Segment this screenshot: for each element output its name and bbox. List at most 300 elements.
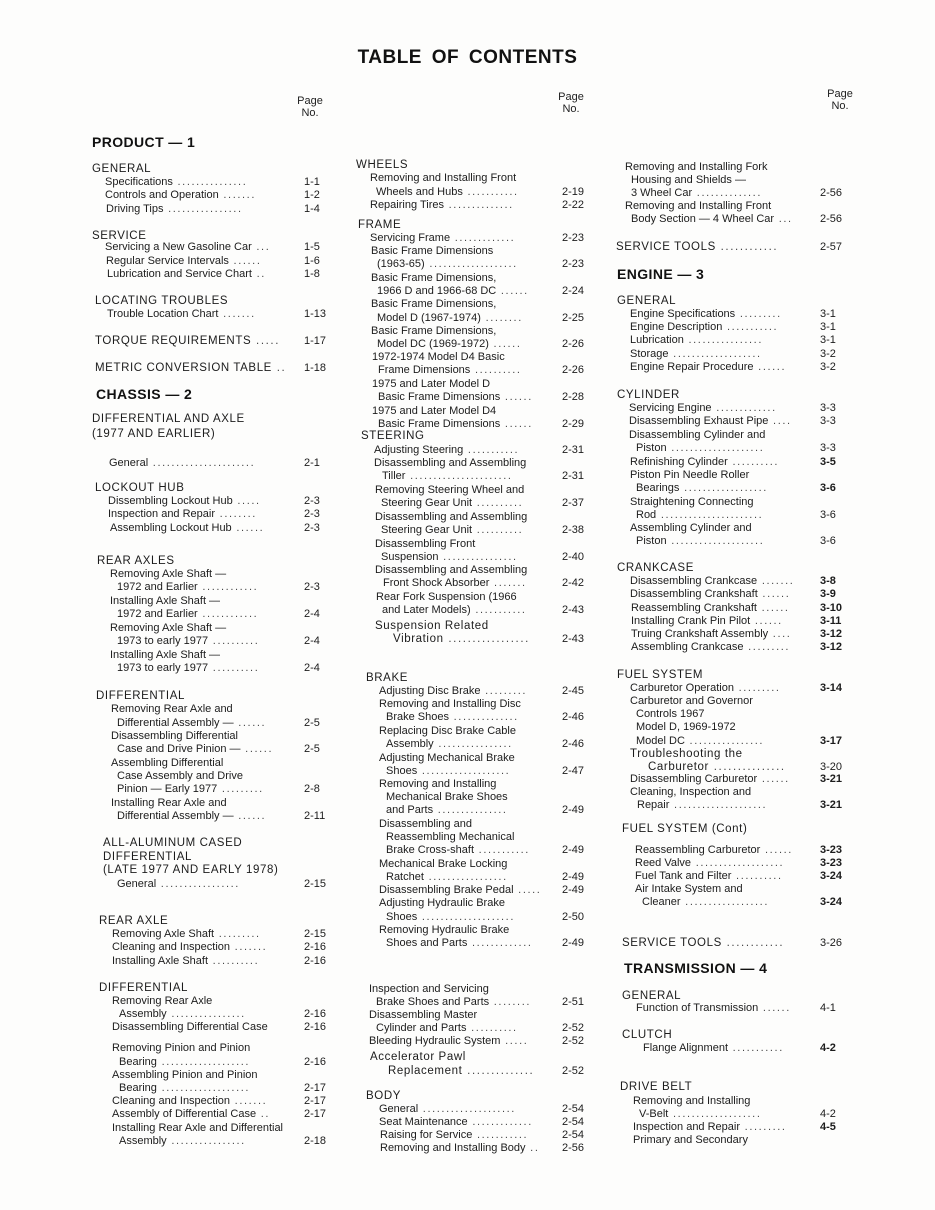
page-number[interactable]: 2-56 (562, 1142, 585, 1154)
page-number[interactable]: 3-24 (820, 870, 843, 882)
toc-entry[interactable] (382, 604, 527, 617)
toc-entry[interactable] (105, 176, 247, 189)
page-number[interactable]: 2-17 (304, 1095, 327, 1107)
page-number[interactable]: 3-9 (820, 588, 836, 600)
page-number[interactable]: 2-49 (562, 937, 585, 949)
toc-entry[interactable] (110, 522, 264, 535)
page-number[interactable]: 3-11 (820, 615, 842, 627)
page-number[interactable]: 3-8 (820, 575, 836, 587)
page-number[interactable]: 1-5 (304, 241, 320, 253)
entry-title: Servicing Engine (629, 402, 712, 414)
toc-entry[interactable] (376, 1022, 518, 1035)
toc-entry[interactable] (630, 456, 779, 469)
page-no-header: Page No. (297, 95, 323, 119)
toc-entry (379, 752, 515, 765)
toc-entry[interactable] (381, 497, 523, 510)
toc-entry[interactable] (380, 1129, 528, 1142)
page-number[interactable]: 2-51 (562, 996, 585, 1008)
page-number[interactable]: 2-54 (562, 1116, 585, 1128)
toc-entry[interactable] (112, 928, 261, 941)
page-number[interactable]: 3-6 (820, 535, 836, 547)
page-number[interactable]: 3-23 (820, 844, 843, 856)
page-number[interactable]: 2-46 (562, 738, 585, 750)
toc-entry[interactable] (119, 1008, 246, 1021)
page-number[interactable]: 2-43 (562, 604, 585, 616)
toc-entry[interactable] (117, 662, 259, 675)
dot-leader: ......... (735, 308, 782, 320)
dot-leader: ...................... (148, 457, 256, 469)
page-number[interactable]: 1-2 (304, 189, 320, 201)
toc-entry[interactable] (636, 735, 764, 748)
toc-entry[interactable] (112, 955, 259, 968)
page-number[interactable]: 2-54 (562, 1129, 585, 1141)
dot-leader: .......... (727, 456, 780, 468)
entry-title: CLUTCH (622, 1029, 673, 1041)
entry-title: Installing Crank Pin Pilot (631, 615, 751, 627)
section-heading[interactable] (622, 937, 784, 950)
entry-title: Accelerator Pawl (370, 1051, 466, 1063)
page-number[interactable]: 3-2 (820, 348, 836, 360)
page-number[interactable]: 1-6 (304, 255, 320, 267)
toc-entry[interactable] (105, 241, 270, 254)
page-number[interactable]: 2-43 (562, 633, 585, 645)
toc-entry[interactable] (117, 581, 258, 594)
page-number[interactable]: 2-37 (562, 497, 585, 509)
page-number[interactable]: 1-13 (304, 308, 327, 320)
entry-title: Case Assembly and Drive (117, 770, 243, 782)
section-heading (92, 413, 245, 426)
page-number[interactable]: 3-1 (820, 321, 836, 333)
toc-entry[interactable] (112, 1095, 267, 1108)
toc-entry[interactable] (386, 765, 510, 778)
page-number[interactable]: 3-20 (820, 761, 843, 773)
entry-title: Differential Assembly — (117, 810, 234, 822)
page-number[interactable]: 2-25 (562, 312, 585, 324)
entry-title: Primary and Secondary (633, 1134, 748, 1146)
section-heading[interactable] (393, 633, 530, 646)
toc-entry[interactable] (635, 870, 783, 883)
toc-entry[interactable] (117, 635, 259, 648)
dot-leader: ................ (163, 203, 243, 215)
toc-entry[interactable] (374, 444, 519, 457)
toc-entry[interactable] (119, 1135, 246, 1148)
section-heading[interactable] (388, 1065, 534, 1078)
entry-title: Assembly of Differential Case (112, 1108, 257, 1120)
entry-title: Assembling Differential (111, 757, 224, 769)
page-number[interactable]: 2-31 (562, 470, 585, 482)
entry-title: Servicing Frame (370, 232, 451, 244)
page-number[interactable]: 2-26 (562, 364, 585, 376)
dot-leader: .................... (669, 799, 768, 811)
dot-leader: ................ (166, 1008, 246, 1020)
toc-entry[interactable] (631, 615, 783, 628)
section-heading (622, 823, 747, 836)
entry-title: REAR AXLES (97, 555, 175, 567)
page-number[interactable]: 4-2 (820, 1108, 836, 1120)
toc-entry (625, 161, 767, 174)
page-number[interactable]: 4-5 (820, 1121, 836, 1133)
toc-entry[interactable] (643, 1042, 784, 1055)
toc-entry[interactable] (633, 1121, 787, 1134)
toc-entry[interactable] (630, 773, 790, 786)
toc-entry[interactable] (630, 682, 781, 695)
page-number[interactable]: 2-29 (562, 418, 585, 430)
toc-entry[interactable] (370, 199, 514, 212)
page-number[interactable]: 3-26 (820, 937, 843, 949)
page-number[interactable]: 2-15 (304, 878, 327, 890)
entry-title: Disassembling Differential Case (112, 1021, 268, 1033)
toc-entry (376, 591, 517, 604)
dot-leader: ......... (214, 928, 261, 940)
dot-leader: ........... (728, 1042, 784, 1054)
toc-entry (110, 622, 226, 635)
toc-entry[interactable] (629, 402, 777, 415)
toc-entry[interactable] (117, 878, 240, 891)
toc-entry[interactable] (386, 937, 533, 950)
toc-entry[interactable] (381, 551, 518, 564)
toc-entry[interactable] (635, 857, 784, 870)
section-heading (99, 982, 188, 995)
page-number[interactable]: 2-3 (304, 495, 320, 507)
toc-entry[interactable] (109, 457, 255, 470)
dot-leader: ................... (417, 765, 511, 777)
section-heading[interactable] (95, 362, 286, 375)
toc-entry[interactable] (381, 524, 523, 537)
toc-entry[interactable] (636, 535, 764, 548)
page-number[interactable]: 2-49 (562, 871, 585, 883)
toc-entry[interactable] (630, 321, 778, 334)
page-number[interactable]: 3-1 (820, 334, 836, 346)
toc-entry (379, 858, 507, 871)
toc-entry[interactable] (380, 1142, 540, 1155)
dot-leader: ............ (715, 241, 779, 253)
page-number[interactable]: 2-23 (562, 258, 585, 270)
toc-entry[interactable] (631, 641, 790, 654)
toc-entry (112, 995, 212, 1008)
dot-leader: ......... (743, 641, 791, 653)
toc-entry[interactable] (630, 308, 782, 321)
toc-entry[interactable] (377, 338, 521, 351)
toc-entry (372, 405, 496, 418)
toc-entry[interactable] (379, 1116, 533, 1129)
page-number[interactable]: 2-24 (562, 285, 585, 297)
page-number[interactable]: 3-2 (820, 361, 836, 373)
toc-entry[interactable] (636, 509, 763, 522)
page-number[interactable]: 2-56 (820, 187, 843, 199)
entry-title: Fuel Tank and Filter (635, 870, 732, 882)
page-number[interactable]: 3-12 (820, 641, 843, 653)
page-number[interactable]: 2-22 (562, 199, 585, 211)
toc-entry[interactable] (630, 334, 763, 347)
page-number[interactable]: 3-3 (820, 415, 836, 427)
page-number[interactable]: 2-8 (304, 783, 320, 795)
page-number[interactable]: 2-16 (304, 941, 327, 953)
page-number[interactable]: 2-16 (304, 1008, 327, 1020)
entry-title: Dissembling Lockout Hub (108, 495, 233, 507)
toc-entry[interactable] (379, 685, 527, 698)
toc-entry[interactable] (637, 799, 767, 812)
toc-entry[interactable] (378, 364, 522, 377)
page-number[interactable]: 3-3 (820, 442, 836, 454)
page-number[interactable]: 3-21 (820, 773, 843, 785)
page-number[interactable]: 2-4 (304, 662, 320, 674)
toc-entry[interactable] (636, 442, 764, 455)
entry-title: Disassembling and (379, 818, 472, 830)
toc-entry[interactable] (383, 577, 527, 590)
page-number[interactable]: 2-40 (562, 551, 585, 563)
toc-entry[interactable] (630, 348, 762, 361)
page-number[interactable]: 2-46 (562, 711, 585, 723)
page-number[interactable]: 4-1 (820, 1002, 836, 1014)
toc-entry[interactable] (377, 312, 523, 325)
page-number[interactable]: 2-52 (562, 1022, 585, 1034)
page-number[interactable]: 3-21 (820, 799, 843, 811)
toc-entry[interactable] (386, 844, 530, 857)
toc-entry (111, 730, 238, 743)
page-number[interactable]: 1-1 (304, 176, 320, 188)
toc-entry[interactable] (112, 1021, 268, 1034)
toc-entry[interactable] (106, 255, 261, 268)
entry-title: 1966 D and 1966-68 DC (377, 285, 497, 297)
page-number[interactable]: 2-49 (562, 884, 585, 896)
page-number[interactable]: 2-45 (562, 685, 585, 697)
entry-title: Model DC (636, 735, 685, 747)
section-heading (96, 690, 185, 703)
entry-title: General (117, 878, 157, 890)
page-number[interactable]: 1-17 (304, 335, 327, 347)
entry-title: DRIVE BELT (620, 1081, 693, 1093)
toc-entry[interactable] (379, 1103, 516, 1116)
entry-title: Installing Axle Shaft — (110, 595, 221, 607)
entry-title: Removing Steering Wheel and (375, 484, 525, 496)
entry-title: Differential Assembly — (117, 717, 234, 729)
page-number[interactable]: 2-18 (304, 1135, 327, 1147)
toc-entry (630, 522, 752, 535)
section-heading[interactable] (95, 335, 280, 348)
entry-title: Removing Rear Axle and (111, 703, 233, 715)
page-number[interactable]: 1-18 (304, 362, 327, 374)
entry-title: Removing Axle Shaft — (110, 622, 227, 634)
toc-entry[interactable] (108, 508, 257, 521)
toc-entry (111, 797, 227, 810)
entry-title: Bleeding Hydraulic System (369, 1035, 501, 1047)
page-number[interactable]: 2-16 (304, 955, 327, 967)
toc-entry[interactable] (636, 1002, 791, 1015)
page-number[interactable]: 2-4 (304, 635, 320, 647)
toc-entry[interactable] (631, 602, 790, 615)
page-number[interactable]: 3-6 (820, 482, 836, 494)
dot-leader: ........... (462, 186, 519, 198)
entry-title: Disassembling Crankshaft (630, 588, 758, 600)
toc-entry[interactable] (631, 187, 762, 200)
page-number[interactable]: 3-3 (820, 402, 836, 414)
entry-title: Rear Fork Suspension (1966 (376, 591, 517, 603)
toc-entry[interactable] (377, 285, 529, 298)
toc-entry[interactable] (108, 495, 261, 508)
entry-title: Seat Maintenance (379, 1116, 468, 1128)
dot-leader: .. (525, 1142, 540, 1154)
entry-title: Repairing Tires (370, 199, 444, 211)
toc-entry[interactable] (629, 415, 792, 428)
page-number[interactable]: 2-52 (562, 1065, 585, 1077)
toc-entry (112, 1122, 283, 1135)
dot-leader: ........... (470, 604, 527, 616)
toc-entry[interactable] (117, 783, 264, 796)
entry-title: 3 Wheel Car (631, 187, 693, 199)
dot-leader: .................. (680, 896, 769, 908)
dot-leader: .. (251, 268, 266, 280)
toc-entry[interactable] (117, 743, 273, 756)
page-title: TABLE OF CONTENTS (357, 47, 578, 68)
page-number[interactable]: 3-14 (820, 682, 843, 694)
toc-entry[interactable] (105, 189, 256, 202)
toc-entry[interactable] (386, 911, 515, 924)
page-number[interactable]: 3-10 (820, 602, 843, 614)
toc-entry[interactable] (376, 996, 531, 1009)
page-number[interactable]: 3-23 (820, 857, 843, 869)
entry-title: (1963-65) (377, 258, 425, 270)
toc-entry (635, 883, 743, 896)
toc-entry[interactable] (117, 608, 258, 621)
toc-entry (375, 564, 527, 577)
page-number[interactable]: 2-3 (304, 522, 320, 534)
chapter-heading (624, 960, 767, 976)
page-number[interactable]: 2-42 (562, 577, 585, 589)
toc-entry[interactable] (635, 844, 793, 857)
toc-entry[interactable] (117, 810, 266, 823)
toc-entry (630, 786, 751, 799)
dot-leader: ............... (433, 804, 508, 816)
toc-entry[interactable] (117, 717, 266, 730)
page-number[interactable]: 2-17 (304, 1082, 327, 1094)
section-heading[interactable] (616, 241, 778, 254)
toc-entry[interactable] (386, 871, 508, 884)
entry-title: Piston (636, 442, 667, 454)
page-number[interactable]: 2-57 (820, 241, 843, 253)
toc-entry[interactable] (642, 896, 769, 909)
page-number[interactable]: 3-17 (820, 735, 843, 747)
toc-entry[interactable] (630, 361, 786, 374)
toc-entry[interactable] (112, 1108, 270, 1121)
page-number[interactable]: 2-3 (304, 508, 320, 520)
page-number[interactable]: 2-16 (304, 1056, 327, 1068)
entry-title: DIFFERENTIAL (96, 690, 185, 702)
page-number[interactable]: 2-11 (304, 810, 326, 822)
section-heading (95, 482, 184, 495)
toc-entry[interactable] (112, 941, 267, 954)
page-number[interactable]: 2-3 (304, 581, 320, 593)
page-number[interactable]: 2-4 (304, 608, 320, 620)
entry-title: Mechanical Brake Shoes (386, 791, 508, 803)
dot-leader: ................... (424, 258, 518, 270)
page-number[interactable]: 2-28 (562, 391, 585, 403)
entry-title: FRAME (358, 219, 402, 231)
page-number[interactable]: 3-6 (820, 509, 836, 521)
dot-leader: ....... (230, 1095, 268, 1107)
toc-entry[interactable] (639, 1108, 761, 1121)
entry-title: Assembly (386, 738, 434, 750)
toc-entry[interactable] (382, 470, 513, 483)
page-number[interactable]: 2-19 (562, 186, 585, 198)
page-number[interactable]: 1-8 (304, 268, 320, 280)
toc-entry[interactable] (107, 268, 266, 281)
page-number[interactable]: 2-5 (304, 717, 320, 729)
toc-entry[interactable] (370, 232, 515, 245)
page-number[interactable]: 2-38 (562, 524, 585, 536)
entry-title: Reassembling Crankshaft (631, 602, 757, 614)
toc-entry[interactable] (376, 186, 519, 199)
toc-entry[interactable] (630, 575, 794, 588)
page-number[interactable]: 4-2 (820, 1042, 836, 1054)
toc-entry[interactable] (630, 588, 790, 601)
toc-entry[interactable] (107, 308, 256, 321)
entry-title: Removing and Installing Front (370, 172, 517, 184)
toc-entry (633, 1095, 750, 1108)
toc-entry[interactable] (369, 1035, 528, 1048)
toc-entry[interactable] (119, 1082, 250, 1095)
page-number[interactable]: 1-4 (304, 203, 320, 215)
dot-leader: ................. (443, 633, 530, 645)
page-number[interactable]: 2-50 (562, 911, 585, 923)
section-heading (99, 915, 168, 928)
entry-title: Adjusting Mechanical Brake (379, 752, 515, 764)
toc-entry[interactable] (636, 482, 768, 495)
page-number[interactable]: 3-24 (820, 896, 843, 908)
toc-entry[interactable] (386, 738, 513, 751)
entry-title: Truing Crankshaft Assembly (631, 628, 769, 640)
page-number[interactable]: 3-12 (820, 628, 843, 640)
toc-entry[interactable] (377, 258, 518, 271)
page-number[interactable]: 3-1 (820, 308, 836, 320)
dot-leader: ...................... (405, 470, 513, 482)
page-number[interactable]: 2-31 (562, 444, 585, 456)
page-number[interactable]: 2-16 (304, 1021, 327, 1033)
entry-title: Raising for Service (380, 1129, 473, 1141)
page-number[interactable]: 2-49 (562, 804, 585, 816)
page-number[interactable]: 2-15 (304, 928, 327, 940)
toc-entry[interactable] (386, 804, 508, 817)
toc-entry[interactable] (631, 213, 793, 226)
page-number[interactable]: 2-49 (562, 844, 585, 856)
toc-entry[interactable] (378, 391, 533, 404)
section-heading (617, 389, 680, 402)
page-number[interactable]: 2-1 (304, 457, 320, 469)
page-number[interactable]: 2-17 (304, 1108, 327, 1120)
page-number[interactable]: 3-5 (820, 456, 836, 468)
entry-title: Housing and Shields — (631, 174, 746, 186)
entry-title: DIFFERENTIAL (103, 851, 192, 863)
entry-title: Pinion — Early 1977 (117, 783, 218, 795)
toc-entry[interactable] (119, 1056, 250, 1069)
toc-entry[interactable] (386, 711, 519, 724)
page-number[interactable]: 2-26 (562, 338, 585, 350)
page-number[interactable]: 2-56 (820, 213, 843, 225)
page-number[interactable]: 2-5 (304, 743, 320, 755)
dot-leader: .......... (208, 955, 260, 967)
page-number[interactable]: 2-52 (562, 1035, 585, 1047)
toc-entry[interactable] (379, 884, 541, 897)
entry-title: Ratchet (386, 871, 424, 883)
page-number[interactable]: 2-47 (562, 765, 585, 777)
toc-entry[interactable] (631, 628, 791, 641)
toc-entry[interactable] (106, 203, 243, 216)
entry-title: Assembly (119, 1135, 167, 1147)
toc-entry (633, 1134, 748, 1147)
entry-title: Inspection and Servicing (369, 983, 489, 995)
dot-leader: ....... (218, 308, 256, 320)
page-number[interactable]: 2-54 (562, 1103, 585, 1115)
page-number[interactable]: 2-23 (562, 232, 585, 244)
